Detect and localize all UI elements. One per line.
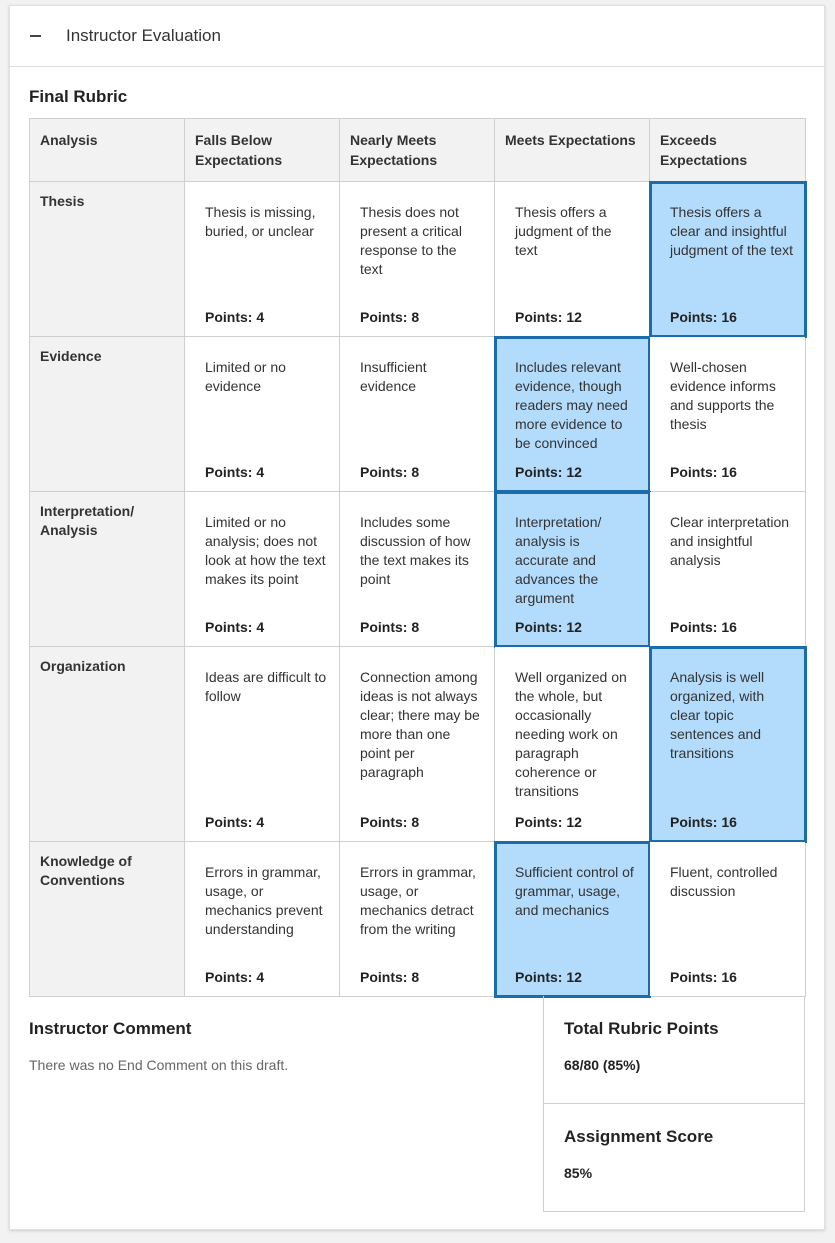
rubric-row-interpretation — [30, 492, 806, 647]
rubric-row-evidence — [30, 337, 806, 492]
cell-points: Points: 4 — [205, 619, 265, 635]
cell-points: Points: 4 — [205, 814, 265, 830]
cell-description: Includes some discussion of how the text makes its point — [360, 514, 471, 587]
cell-description: Errors in grammar, usage, or mechanics prevent understanding — [205, 864, 323, 937]
cell-description: Thesis offers a clear and insightful judgment of the text — [670, 204, 793, 258]
cell-description: Well organized on the whole, but occasionally needing work on paragraph coherence or transitions — [515, 669, 627, 799]
rubric-table — [29, 118, 806, 997]
column-header: Falls Below Expectations — [185, 119, 340, 182]
cell-description: Sufficient control of grammar, usage, and mechanics — [515, 864, 634, 918]
cell-points: Points: 4 — [205, 464, 265, 480]
total-points-title: Total Rubric Points — [564, 1019, 719, 1038]
cell-points: Points: 8 — [360, 464, 420, 480]
cell-description: Thesis does not present a critical response to the text — [360, 204, 462, 277]
cell-points: Points: 8 — [360, 814, 420, 830]
total-points-value: 68/80 (85%) — [564, 1057, 641, 1073]
panel-header[interactable] — [10, 6, 824, 67]
instructor-comment-title: Instructor Comment — [29, 1019, 192, 1038]
cell-points: Points: 16 — [670, 969, 737, 985]
instructor-comment-text: There was no End Comment on this draft. — [29, 1057, 289, 1073]
rubric-cell — [185, 182, 340, 337]
minus-icon[interactable] — [30, 35, 41, 37]
rubric-title: Final Rubric — [29, 87, 128, 106]
rubric-cell — [340, 492, 495, 647]
rubric-row-conventions — [30, 842, 806, 997]
cell-points: Points: 12 — [515, 814, 582, 830]
rubric-header-row — [30, 119, 806, 182]
cell-description: Clear interpretation and insightful analysis — [670, 514, 790, 568]
criterion-label: Interpretation/ Analysis — [30, 492, 185, 647]
cell-points: Points: 8 — [360, 309, 420, 325]
rubric-cell — [650, 842, 806, 997]
rubric-cell — [185, 647, 340, 842]
cell-points: Points: 12 — [515, 619, 582, 635]
column-header: Analysis — [30, 119, 185, 182]
cell-points: Points: 8 — [360, 619, 420, 635]
cell-points: Points: 12 — [515, 464, 582, 480]
cell-description: Connection among ideas is not always clear; there may be more than one point per paragraph — [360, 669, 480, 780]
rubric-row-thesis — [30, 182, 806, 337]
cell-description: Analysis is well organized, with clear topic sentences and transitions — [670, 669, 765, 761]
criterion-label: Organization — [30, 647, 185, 842]
cell-description: Well-chosen evidence informs and supports the thesis — [670, 359, 776, 432]
rubric-cell — [185, 842, 340, 997]
rubric-cell-selected — [650, 182, 806, 337]
rubric-cell — [340, 842, 495, 997]
cell-description: Thesis is missing, buried, or unclear — [205, 204, 316, 239]
criterion-label: Thesis — [30, 182, 185, 337]
cell-points: Points: 16 — [670, 309, 737, 325]
cell-points: Points: 8 — [360, 969, 420, 985]
rubric-cell-selected — [495, 842, 650, 997]
panel-title: Instructor Evaluation — [66, 26, 221, 45]
rubric-cell-selected — [495, 337, 650, 492]
cell-description: Interpretation/ analysis is accurate and advances the argument — [515, 514, 602, 606]
assignment-score-value: 85% — [564, 1165, 593, 1181]
rubric-cell — [185, 492, 340, 647]
assignment-score-title: Assignment Score — [564, 1127, 714, 1146]
cell-description: Limited or no evidence — [205, 359, 286, 394]
rubric-cell — [495, 182, 650, 337]
cell-points: Points: 16 — [670, 814, 737, 830]
cell-description: Insufficient evidence — [360, 359, 427, 394]
cell-points: Points: 4 — [205, 969, 265, 985]
cell-description: Errors in grammar, usage, or mechanics detract from the writing — [360, 864, 476, 937]
cell-points: Points: 12 — [515, 309, 582, 325]
instructor-evaluation-panel — [9, 5, 825, 1230]
cell-points: Points: 16 — [670, 619, 737, 635]
rubric-cell — [340, 647, 495, 842]
rubric-cell — [340, 182, 495, 337]
rubric-cell-selected — [495, 492, 650, 647]
criterion-label: Evidence — [30, 337, 185, 492]
rubric-cell — [650, 337, 806, 492]
cell-description: Thesis offers a judgment of the text — [515, 204, 612, 258]
cell-description: Ideas are difficult to follow — [205, 669, 327, 704]
cell-description: Includes relevant evidence, though readers may need more evidence to be convinced — [515, 359, 628, 451]
cell-points: Points: 4 — [205, 309, 265, 325]
rubric-row-organization — [30, 647, 806, 842]
cell-description: Fluent, controlled discussion — [670, 864, 778, 899]
cell-points: Points: 12 — [515, 969, 582, 985]
column-header: Nearly Meets Expectations — [340, 119, 495, 182]
cell-points: Points: 16 — [670, 464, 737, 480]
column-header: Meets Expectations — [495, 119, 650, 182]
rubric-cell — [495, 647, 650, 842]
rubric-cell — [650, 492, 806, 647]
rubric-cell — [185, 337, 340, 492]
rubric-cell — [340, 337, 495, 492]
rubric-cell-selected — [650, 647, 806, 842]
divider — [544, 1103, 804, 1104]
cell-description: Limited or no analysis; does not look at how the text makes its point — [205, 514, 326, 587]
score-summary — [543, 996, 805, 1212]
column-header: Exceeds Expectations — [650, 119, 806, 182]
criterion-label: Knowledge of Conventions — [30, 842, 185, 997]
